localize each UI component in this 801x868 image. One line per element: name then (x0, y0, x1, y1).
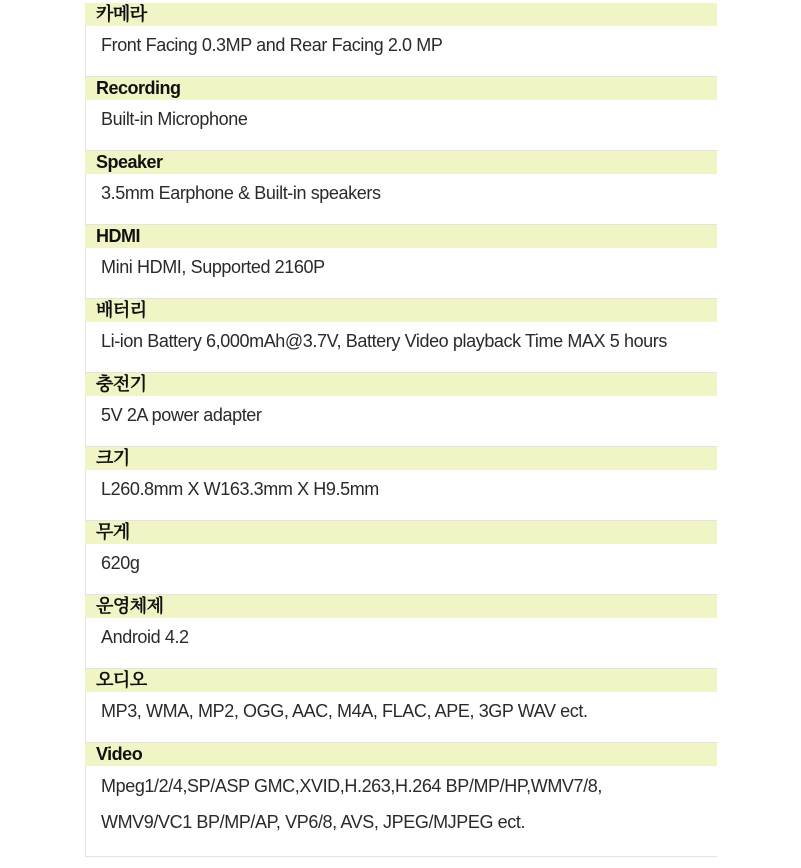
spec-value: 620g (101, 553, 140, 573)
spec-battery (85, 299, 717, 373)
spec-value: 5V 2A power adapter (101, 405, 262, 425)
spec-camera (85, 3, 717, 77)
spec-label: 배터리 (85, 299, 717, 322)
spec-size (85, 447, 717, 521)
spec-value: L260.8mm X W163.3mm X H9.5mm (101, 479, 379, 499)
spec-os (85, 595, 717, 669)
spec-value-box (85, 766, 717, 857)
spec-value-box (85, 544, 717, 595)
spec-value: Android 4.2 (101, 627, 189, 647)
spec-label: 크기 (85, 447, 717, 470)
spec-label: Recording (85, 77, 717, 100)
spec-value-box (85, 322, 717, 373)
spec-value-box (85, 396, 717, 447)
spec-recording (85, 77, 717, 151)
spec-charger (85, 373, 717, 447)
spec-label: HDMI (85, 225, 717, 248)
spec-weight (85, 521, 717, 595)
spec-value-box (85, 248, 717, 299)
spec-speaker (85, 151, 717, 225)
spec-value-box (85, 470, 717, 521)
spec-label: 운영체제 (85, 595, 717, 618)
spec-value: MP3, WMA, MP2, OGG, AAC, M4A, FLAC, APE, 3GP WAV ect. (101, 701, 588, 721)
spec-label: Video (85, 743, 717, 766)
spec-value: 3.5mm Earphone & Built-in speakers (101, 183, 381, 203)
spec-value: Mini HDMI, Supported 2160P (101, 257, 325, 277)
spec-label: 오디오 (85, 669, 717, 692)
spec-value-box (85, 618, 717, 669)
spec-hdmi (85, 225, 717, 299)
spec-label: Speaker (85, 151, 717, 174)
spec-value: Li-ion Battery 6,000mAh@3.7V, Battery Video playback Time MAX 5 hours (101, 331, 667, 351)
spec-label: 충전기 (85, 373, 717, 396)
spec-value: Front Facing 0.3MP and Rear Facing 2.0 MP (101, 35, 443, 55)
spec-value-box (85, 692, 717, 743)
spec-label: 카메라 (85, 3, 717, 26)
spec-value-box (85, 100, 717, 151)
spec-value-line-2: WMV9/VC1 BP/MP/AP, VP6/8, AVS, JPEG/MJPEG ect. (101, 812, 526, 832)
spec-value: Built-in Microphone (101, 109, 248, 129)
spec-label: 무게 (85, 521, 717, 544)
spec-value-line-1: Mpeg1/2/4,SP/ASP GMC,XVID,H.263,H.264 BP/MP/HP,WMV7/8, (101, 776, 602, 796)
spec-value-box (85, 174, 717, 225)
spec-video (85, 743, 717, 857)
spec-audio (85, 669, 717, 743)
spec-value-box (85, 26, 717, 77)
